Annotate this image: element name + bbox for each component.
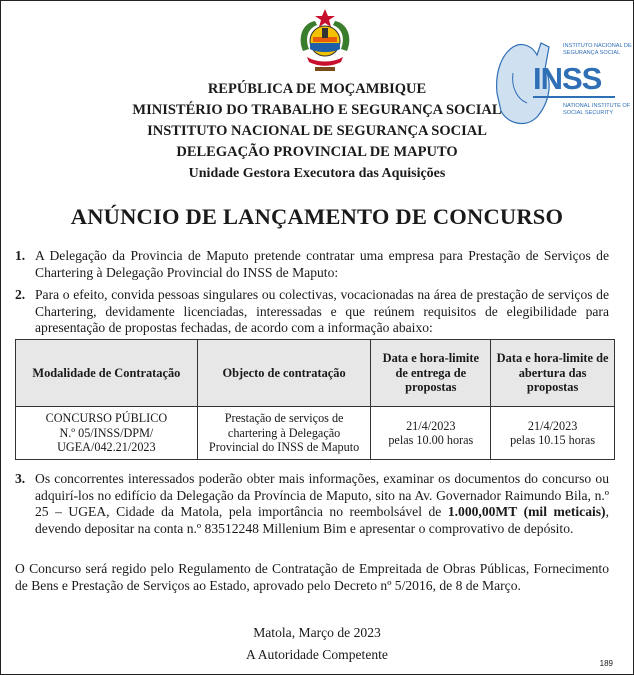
cell-object <box>197 407 371 460</box>
header-ministry: MINISTÉRIO DO TRABALHO E SEGURANÇA SOCIAL <box>132 102 502 118</box>
cell-line: 21/4/2023 <box>527 418 578 433</box>
inss-caption-4: SOCIAL SECURITY <box>563 110 614 116</box>
list-item-2 <box>15 287 609 337</box>
cell-opening-deadline <box>491 407 615 460</box>
item-text <box>35 471 609 537</box>
letterhead <box>1 79 633 184</box>
cell-line: chartering à Delegação <box>227 425 341 440</box>
list-item-3 <box>15 471 609 537</box>
cell-line: 21/4/2023 <box>406 418 456 433</box>
table-row <box>16 407 615 460</box>
cell-line: CONCURSO PÚBLICO <box>45 411 168 426</box>
header-institute: INSTITUTO NACIONAL DE SEGURANÇA SOCIAL <box>147 123 487 139</box>
inss-caption-3: NATIONAL INSTITUTE OF <box>563 103 631 109</box>
item-number: 1. <box>15 248 26 263</box>
cell-submission-deadline <box>371 407 491 460</box>
col-header-modality: Modalidade de Contratação <box>16 340 198 407</box>
item3-text-start: Os concorrentes interessados poderão obter mais informações, examinar os documentos do concurso ou adquirí-los no edifício da Delegação da Província de Maputo, sito na Av. Governador Raimundo Bila, n.º 25 – UGEA, Cidade da Matola, pela importância no reembolsável de <box>35 471 609 519</box>
inss-logo-lettering: INSS <box>533 61 602 96</box>
item-text: Para o efeito, convida pessoas singulares ou colectivas, vocacionadas na área de prestação de serviços de Chartering, devidamente licenciadas, interessadas e que reúnem requisitos de elegibilidade para apresentação de propostas fechadas, de acordo com a informação abaixo: <box>35 287 609 335</box>
cell-modality <box>16 407 198 460</box>
mozambique-coat-of-arms-icon <box>293 7 357 77</box>
closing-paragraph: O Concurso será regido pelo Regulamento de Contratação de Empreitada de Obras Públicas, Fornecimento de Bens e Prestação de Serviços ao Estado, aprovado pelo Decreto nº 5/2016, de 8 de Março. <box>15 561 609 593</box>
signature-place-date: Matola, Março de 2023 <box>253 625 381 640</box>
signature-authority: A Autoridade Competente <box>246 647 388 662</box>
inss-caption-1: INSTITUTO NACIONAL DE <box>563 43 632 49</box>
header-unit: Unidade Gestora Executora das Aquisições <box>188 166 446 181</box>
item-number: 3. <box>15 471 26 486</box>
cell-line: pelas 10.00 horas <box>388 433 474 447</box>
page-number: 189 <box>599 659 613 668</box>
cell-line: UGEA/042.21/2023 <box>57 440 156 455</box>
col-header-submission-deadline: Data e hora-limite de entrega de propostas <box>371 340 491 407</box>
header-delegation: DELEGAÇÃO PROVINCIAL DE MAPUTO <box>176 144 458 160</box>
cell-line: Prestação de serviços de <box>224 411 344 426</box>
cell-line: N.º 05/INSS/DPM/ <box>59 425 154 440</box>
cell-line: pelas 10.15 horas <box>510 433 596 447</box>
item3-text-end: , devendo depositar na conta n.º 83512248 Millenium Bim e apresentar o comprovativo de depósito. <box>35 504 609 536</box>
list-item-1 <box>15 248 609 281</box>
item-number: 2. <box>15 287 26 302</box>
item3-fee: 1.000,00MT (mil meticais) <box>447 504 606 519</box>
col-header-object: Objecto de contratação <box>197 340 371 407</box>
inss-caption-2: SEGURANÇA SOCIAL <box>563 50 621 56</box>
tender-table <box>15 339 615 460</box>
item-text: A Delegação da Provincia de Maputo pretende contratar uma empresa para Prestação de Serviços de Chartering à Delegação Provincial do INSS de Maputo: <box>35 248 609 280</box>
cell-line: Provincial do INSS de Maputo <box>208 440 360 455</box>
header-republic: REPÚBLICA DE MOÇAMBIQUE <box>207 81 427 97</box>
col-header-opening-deadline: Data e hora-limite de abertura das propostas <box>491 340 615 407</box>
announcement-title: ANÚNCIO DE LANÇAMENTO DE CONCURSO <box>70 204 564 229</box>
table-header-row <box>16 340 615 407</box>
